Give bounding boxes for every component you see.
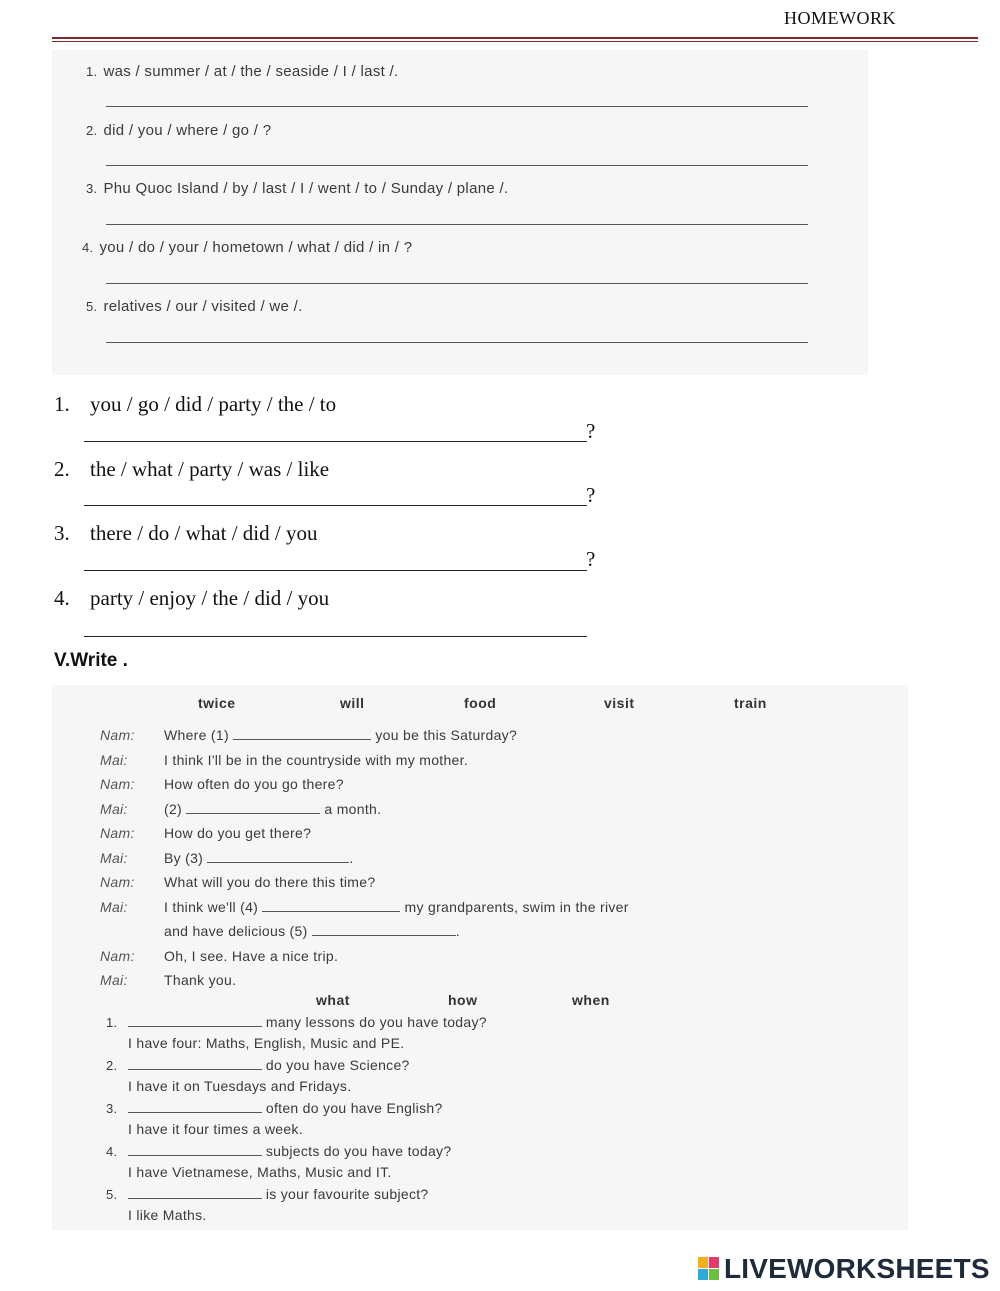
question-text: party / enjoy / the / did / you (90, 586, 330, 610)
question-text: the / what / party / was / like (90, 457, 330, 481)
question-mark: ? (586, 419, 596, 443)
dialogue-text: . (349, 850, 354, 866)
qa-answer-2: I have it on Tuesdays and Fridays. (128, 1078, 352, 1094)
qa-question-text: do you have Science? (265, 1057, 410, 1073)
dialogue-text: (2) (164, 801, 183, 817)
fill-blank[interactable] (128, 1143, 262, 1156)
scan-item-number: 2. (86, 123, 98, 138)
fill-blank[interactable] (128, 1057, 262, 1070)
scan-item-text: did / you / where / go / ? (103, 122, 272, 139)
logo-text: LIVEWORKSHEETS (724, 1253, 990, 1284)
dialogue-text: Thank you. (164, 972, 237, 988)
dialogue-line-5 (100, 825, 311, 841)
fill-blank[interactable] (207, 850, 349, 863)
speaker-label: Mai: (100, 972, 128, 988)
scan-item-text: you / do / your / hometown / what / did / in / ? (99, 239, 413, 256)
dialogue-line-9 (100, 923, 460, 939)
scan-item-2 (86, 122, 271, 139)
speaker-label: Nam: (100, 948, 135, 964)
qa-answer-3: I have it four times a week. (128, 1121, 303, 1137)
fill-blank[interactable] (128, 1014, 262, 1027)
header-rule-thin (52, 41, 978, 42)
header-rule (52, 37, 978, 39)
scan-item-3 (86, 180, 508, 197)
word-bank-item: how (448, 992, 478, 1008)
qa-question-2 (106, 1057, 410, 1073)
dialogue-text: I think we'll (4) (164, 899, 259, 915)
dialogue-text: By (3) (164, 850, 204, 866)
typed-question-1 (54, 392, 336, 417)
qa-question-4 (106, 1143, 451, 1159)
dialogue-text: Where (1) (164, 727, 229, 743)
word-bank-item: will (340, 695, 365, 711)
qa-question-5 (106, 1186, 429, 1202)
scan-item-text: Phu Quoc Island / by / last / I / went / to / Sunday / plane /. (103, 180, 509, 197)
qa-number: 3. (106, 1101, 118, 1116)
answer-line[interactable] (84, 570, 587, 571)
dialogue-text: Oh, I see. Have a nice trip. (164, 948, 339, 964)
speaker-label: Mai: (100, 899, 128, 915)
dialogue-text: I think I'll be in the countryside with my mother. (164, 752, 469, 768)
qa-question-text: often do you have English? (265, 1100, 443, 1116)
dialogue-text: my grandparents, swim in the river (404, 899, 629, 915)
speaker-label: Mai: (100, 752, 128, 768)
speaker-label: Nam: (100, 727, 135, 743)
answer-line[interactable] (106, 283, 808, 284)
qa-number: 2. (106, 1058, 118, 1073)
answer-line[interactable] (106, 342, 808, 343)
speaker-label: Mai: (100, 801, 128, 817)
scan-item-text: relatives / our / visited / we /. (103, 298, 303, 315)
word-bank-item: food (464, 695, 497, 711)
scanned-exercise-reorder (52, 50, 868, 375)
scan-item-1 (86, 63, 399, 80)
qa-answer-5: I like Maths. (128, 1207, 207, 1223)
typed-question-3 (54, 521, 317, 546)
question-mark: ? (586, 547, 596, 571)
scan-item-number: 5. (86, 299, 98, 314)
question-number: 4. (54, 586, 70, 610)
fill-blank[interactable] (312, 923, 456, 936)
dialogue-line-6 (100, 850, 354, 866)
qa-answer-4: I have Vietnamese, Maths, Music and IT. (128, 1164, 392, 1180)
dialogue-text: How often do you go there? (164, 776, 344, 792)
dialogue-text: and have delicious (5) (164, 923, 308, 939)
word-bank-item: when (572, 992, 610, 1008)
typed-question-4 (54, 586, 329, 611)
dialogue-text: a month. (324, 801, 382, 817)
dialogue-line-7 (100, 874, 375, 890)
scanned-exercise-write (52, 685, 908, 1230)
answer-line[interactable] (84, 636, 587, 637)
liveworksheets-logo-icon (698, 1257, 720, 1281)
dialogue-line-4 (100, 801, 381, 817)
qa-number: 5. (106, 1187, 118, 1202)
qa-number: 1. (106, 1015, 118, 1030)
dialogue-line-11 (100, 972, 236, 988)
word-bank-item: visit (604, 695, 635, 711)
qa-question-3 (106, 1100, 443, 1116)
dialogue-text: you be this Saturday? (375, 727, 518, 743)
question-number: 2. (54, 457, 70, 481)
speaker-label: Mai: (100, 850, 128, 866)
word-bank-item: twice (198, 695, 236, 711)
qa-answer-1: I have four: Maths, English, Music and PE. (128, 1035, 405, 1051)
scan-item-5 (86, 298, 303, 315)
qa-question-text: is your favourite subject? (265, 1186, 429, 1202)
dialogue-text: What will you do there this time? (164, 874, 376, 890)
speaker-label: Nam: (100, 776, 135, 792)
typed-question-2 (54, 457, 329, 482)
scan-item-number: 1. (86, 64, 98, 79)
fill-blank[interactable] (186, 801, 320, 814)
question-number: 1. (54, 392, 70, 416)
qa-question-text: many lessons do you have today? (265, 1014, 487, 1030)
scan-item-text: was / summer / at / the / seaside / I / last /. (103, 63, 399, 80)
scan-item-number: 3. (86, 181, 98, 196)
answer-line[interactable] (106, 106, 808, 107)
speaker-label: Nam: (100, 825, 135, 841)
section-title: V.Write . (54, 650, 128, 671)
dialogue-line-2 (100, 752, 468, 768)
dialogue-line-3 (100, 776, 344, 792)
question-text: you / go / did / party / the / to (90, 392, 337, 416)
qa-number: 4. (106, 1144, 118, 1159)
header-title: HOMEWORK (784, 8, 896, 28)
fill-blank[interactable] (128, 1186, 262, 1199)
answer-line[interactable] (106, 165, 808, 166)
answer-line[interactable] (84, 505, 587, 506)
dialogue-line-1 (100, 727, 517, 743)
fill-blank[interactable] (233, 727, 371, 740)
dialogue-text: How do you get there? (164, 825, 312, 841)
scan-item-4 (82, 239, 412, 256)
scan-item-number: 4. (82, 240, 94, 255)
fill-blank[interactable] (128, 1100, 262, 1113)
question-text: there / do / what / did / you (90, 521, 318, 545)
dialogue-line-8 (100, 899, 629, 915)
qa-question-1 (106, 1014, 487, 1030)
word-bank-item: train (734, 695, 767, 711)
answer-line[interactable] (84, 441, 587, 442)
qa-question-text: subjects do you have today? (265, 1143, 452, 1159)
dialogue-line-10 (100, 948, 338, 964)
word-bank-item: what (316, 992, 350, 1008)
question-mark: ? (586, 483, 596, 507)
dialogue-text: . (455, 923, 460, 939)
answer-line[interactable] (106, 224, 808, 225)
fill-blank[interactable] (262, 899, 400, 912)
speaker-label: Nam: (100, 874, 135, 890)
liveworksheets-logo (698, 1254, 990, 1284)
question-number: 3. (54, 521, 70, 545)
